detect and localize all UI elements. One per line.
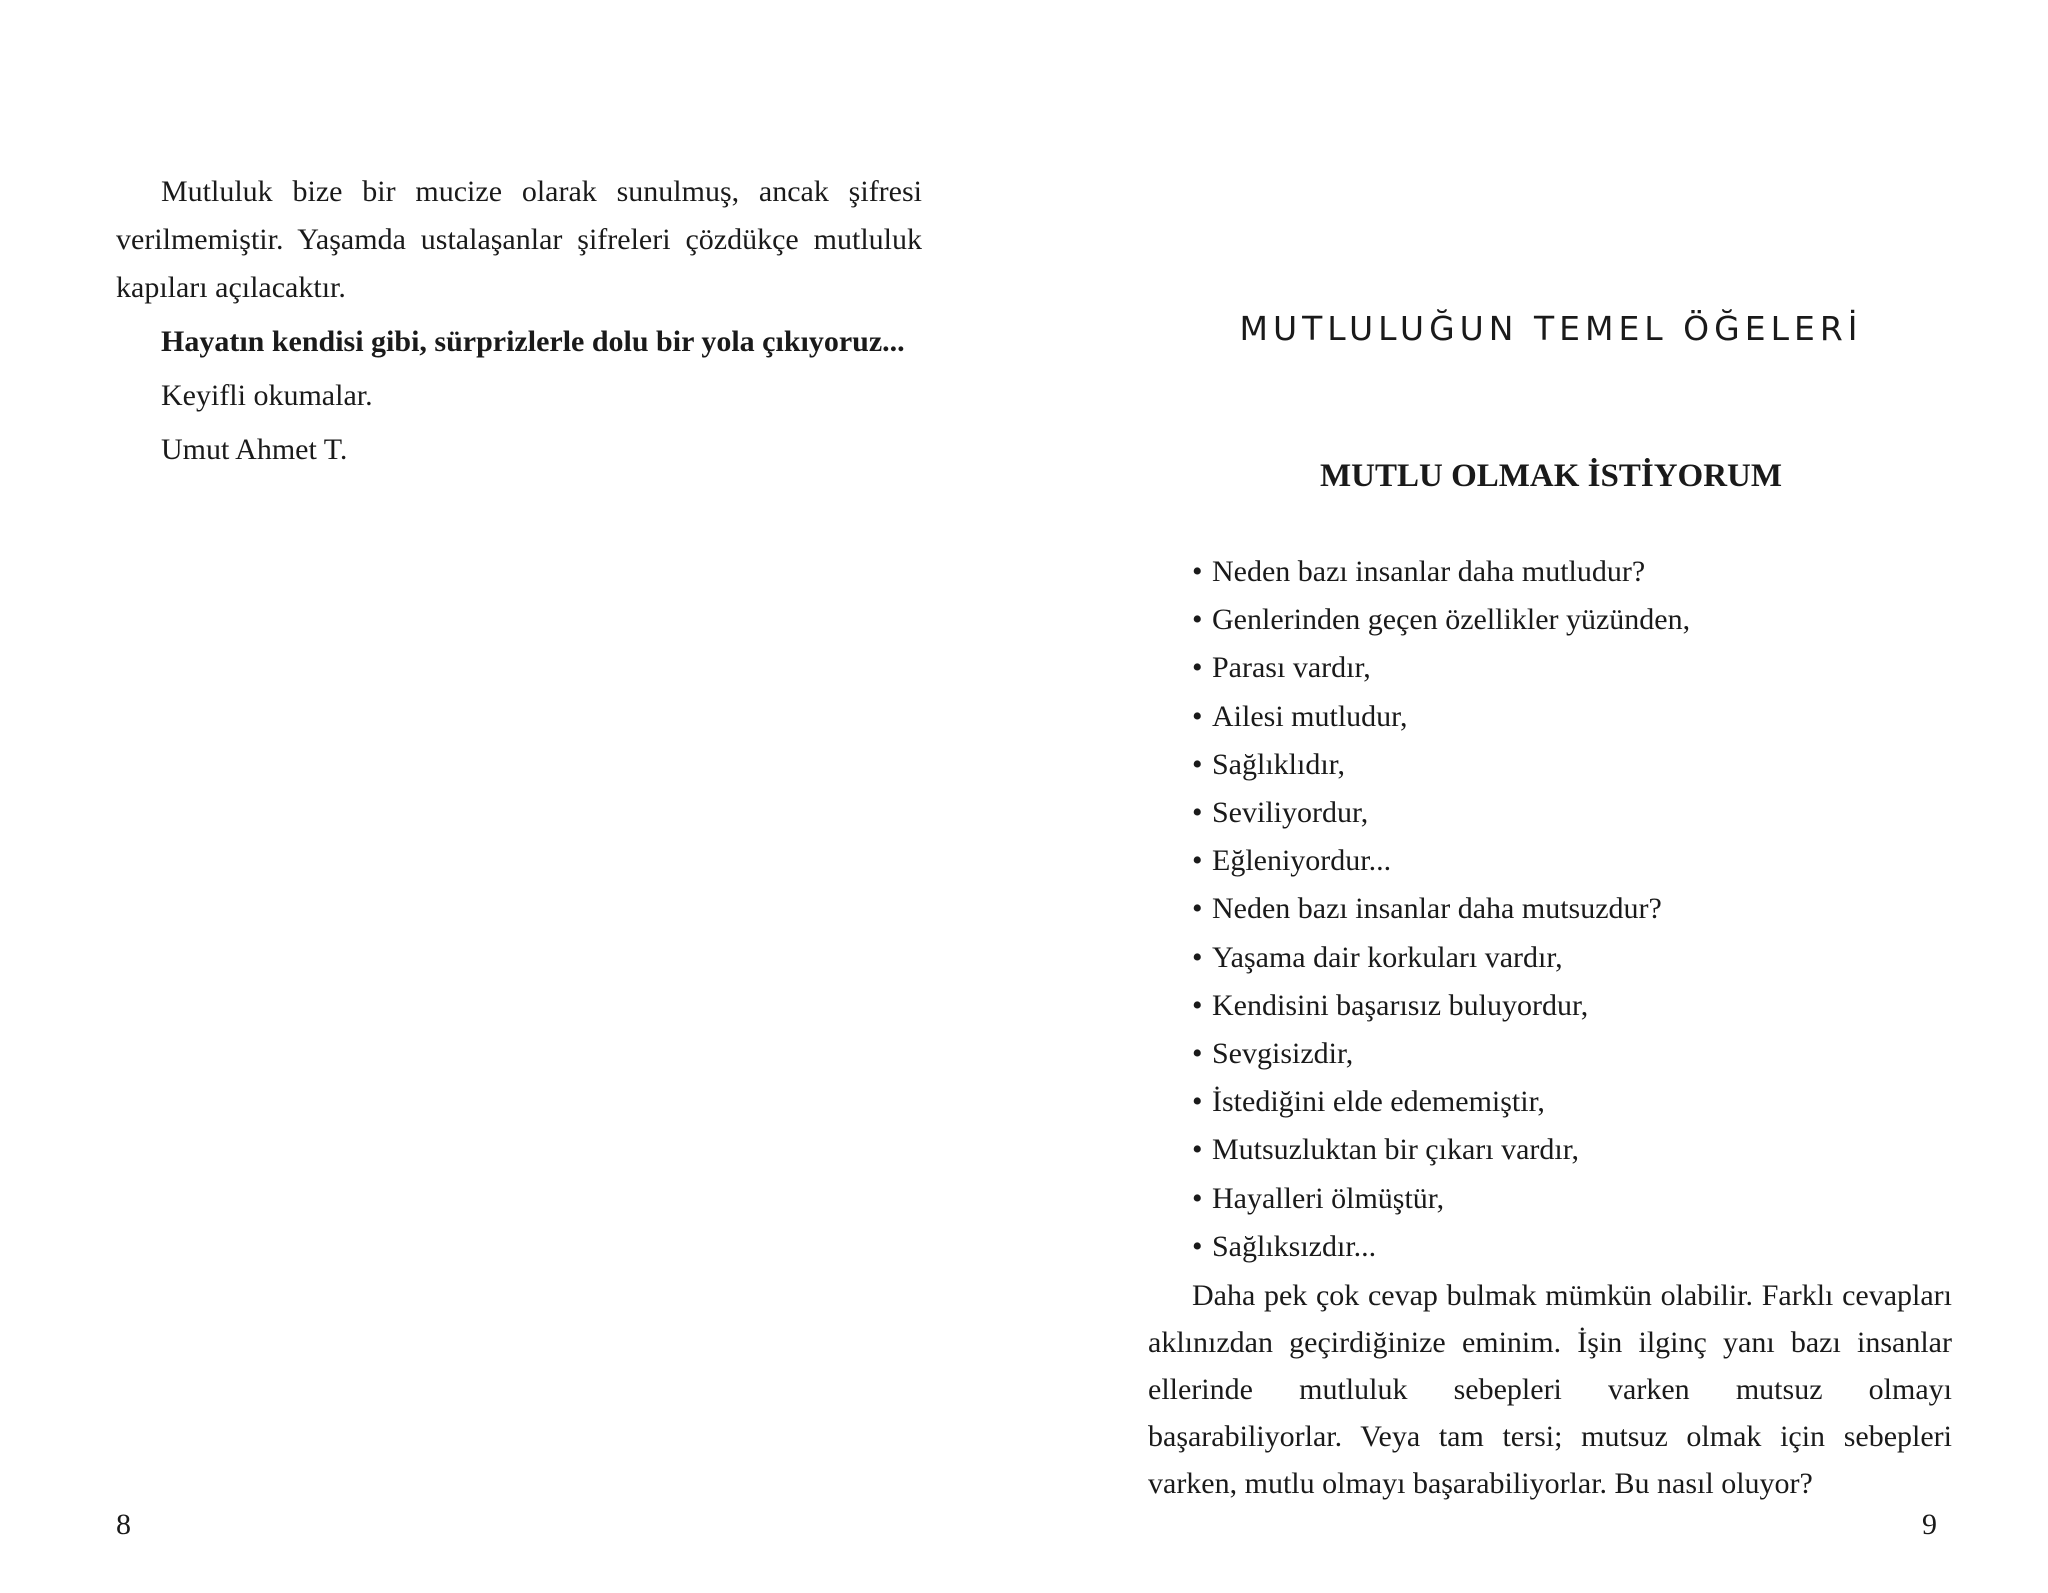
bullet-marker: • [1192,844,1203,878]
list-item [1192,1175,1952,1223]
bullet-marker: • [1192,892,1203,926]
list-item-text: Seviliyordur, [1212,796,1369,830]
list-item-text: Genlerinden geçen özellikler yüzünden, [1212,603,1691,637]
bullet-marker: • [1192,603,1203,637]
list-item [1192,596,1952,644]
left-page-body [116,168,922,480]
list-item-text: Neden bazı insanlar daha mutludur? [1212,555,1646,588]
section-title: MUTLU OLMAK İSTİYORUM [1319,458,1783,494]
list-item-text: Eğleniyordur... [1212,844,1392,878]
list-item-text: Kendisini başarısız buluyordur, [1212,988,1589,1022]
bullet-marker: • [1192,1133,1203,1167]
bullet-marker: • [1192,1037,1203,1071]
list-item-text: İstediğini elde edememiştir, [1212,1085,1545,1119]
list-item [1192,982,1952,1030]
bullet-marker: • [1192,699,1203,733]
bullet-marker: • [1192,747,1203,781]
chapter-title: MUTLULUĞUN TEMEL ÖĞELERİ [1239,309,1863,348]
list-item-text: Sevgisizdir, [1212,1037,1354,1071]
list-item [1192,693,1952,741]
list-item-text: Mutsuzluktan bir çıkarı vardır, [1212,1133,1580,1167]
author-signature: Umut Ahmet T. [161,433,348,466]
list-item-text: Hayalleri ölmüştür, [1212,1181,1445,1215]
list-item [1192,1078,1952,1126]
bullet-marker: • [1192,1181,1203,1215]
list-item-text: Yaşama dair korkuları vardır, [1212,940,1563,974]
bullet-marker: • [1192,555,1203,588]
intro-paragraph: Mutluluk bize bir mucize olarak sunulmuş, ancak şifresi verilmemiştir. Yaşamda ustalaşanlar şifreleri çözdükçe mutluluk kapıları açılacaktır. [116,175,922,304]
list-item-text: Ailesi mutludur, [1212,699,1408,733]
bullet-marker: • [1192,1085,1203,1119]
bullet-list [1192,548,1952,1271]
list-item [1192,1030,1952,1078]
list-item-text: Sağlıklıdır, [1212,747,1345,781]
list-item [1192,644,1952,692]
list-item [1192,837,1952,885]
list-item [1192,885,1952,933]
page-number-right: 9 [1922,1508,1937,1541]
list-item [1192,548,1952,596]
list-item [1192,1223,1952,1271]
list-item [1192,741,1952,789]
page-number-left: 8 [116,1508,131,1541]
right-paragraph: Daha pek çok cevap bulmak mümkün olabilir. Farklı cevapları aklınızdan geçirdiğinize eminim. İşin ilginç yanı bazı insanlar ellerinde mutluluk sebepleri varken mutsuz olmayı başarabiliyorlar. Veya tam tersi; mutsuz olmak için sebepleri varken, mutlu olmayı başarabiliyorlar. Bu nasıl oluyor? [1148,1279,1952,1500]
bullet-marker: • [1192,940,1203,974]
list-item [1192,1126,1952,1174]
bullet-marker: • [1192,651,1203,685]
bold-paragraph: Hayatın kendisi gibi, sürprizlerle dolu bir yola çıkıyoruz... [161,325,905,358]
list-item [1192,934,1952,982]
list-item-text: Neden bazı insanlar daha mutsuzdur? [1212,892,1662,926]
closing-line: Keyifli okumalar. [161,379,373,412]
bullet-marker: • [1192,796,1203,830]
bullet-marker: • [1192,988,1203,1022]
list-item-text: Sağlıksızdır... [1212,1229,1377,1263]
list-item-text: Parası vardır, [1212,651,1371,685]
list-item [1192,789,1952,837]
bullet-marker: • [1192,1229,1203,1263]
